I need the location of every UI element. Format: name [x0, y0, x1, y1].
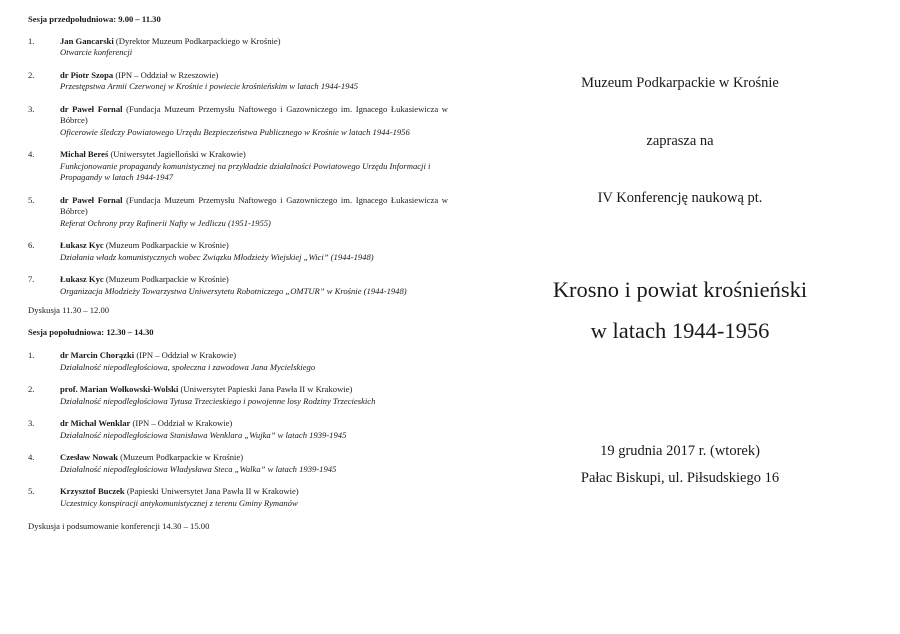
talk-title: Uczestnicy konspiracji antykomunistycznej z terenu Gminy Rymanów — [60, 497, 298, 508]
talk-number: 5. — [28, 194, 35, 205]
talk-title: Przestępstwa Armii Czerwonej w Krośnie i powiecie krośnieńskim w latach 1944-1945 — [60, 81, 359, 91]
conference-venue: Pałac Biskupi, ul. Piłsudskiego 16 — [580, 470, 780, 486]
speaker-name: Łukasz Kyc — [60, 274, 104, 284]
program-column — [28, 14, 448, 533]
talk-item — [28, 104, 448, 139]
talk-item — [28, 384, 448, 407]
talk-number: 3. — [28, 418, 35, 428]
invites-text: zaprasza na — [646, 133, 714, 149]
conference-date: 19 grudnia 2017 r. (wtorek) — [600, 443, 760, 459]
talk-item — [28, 240, 448, 263]
speaker-name: Krzysztof Buczek — [60, 486, 125, 496]
talk-item — [28, 274, 448, 297]
speaker-affiliation: (Muzeum Podkarpackie w Krośnie) — [103, 240, 229, 250]
speaker-name: dr Paweł Fornal — [60, 194, 123, 205]
speaker-affiliation: (IPN – Oddział w Rzeszowie) — [113, 69, 219, 80]
talk-title: Organizacja Młodzieży Towarzystwa Uniwersytetu Robotniczego „OMTUR” w Krośnie (1944-1948) — [60, 285, 407, 296]
talk-number: 2. — [28, 384, 35, 394]
morning-session-header: Sesja przedpołudniowa: 9.00 – 11.30 — [28, 14, 161, 24]
host-museum: Muzeum Podkarpackie w Krośnie — [581, 75, 779, 91]
speaker-name: Michał Bereś — [60, 149, 109, 159]
speaker-name: dr Marcin Chorązki — [60, 350, 135, 360]
talk-title: Działalność niepodległościowa Tytusa Trzecieskiego i powojenne losy Rodziny Trzecieskich — [60, 395, 376, 406]
talk-item — [28, 350, 448, 373]
speaker-affiliation: (Muzeum Podkarpackie w Krośnie) — [118, 452, 244, 462]
talk-item — [28, 36, 448, 59]
afternoon-session-header: Sesja popołudniowa: 12.30 – 14.30 — [28, 326, 154, 337]
talk-number: 4. — [28, 149, 35, 159]
conference-title-line1: Krosno i powiat krośnieński — [552, 277, 808, 302]
talk-item — [28, 195, 448, 230]
talk-title: Oficerowie śledczy Powiatowego Urzędu Bezpieczeństwa Publicznego w Krośnie w latach 1944-1956 — [60, 126, 410, 137]
speaker-affiliation: (Dyrektor Muzeum Podkarpackiego w Krośnie) — [113, 35, 281, 46]
talk-title: Działalność niepodległościowa, społeczna i zawodowa Jana Mycielskiego — [60, 361, 316, 372]
speaker-affiliation: (Fundacja Muzeum Przemysłu Naftowego i Gazowniczego im. Ignacego Łukasiewicza w Bóbrce) — [60, 194, 449, 216]
speaker-name: dr Paweł Fornal — [60, 103, 123, 114]
speaker-affiliation: (IPN – Oddział w Krakowie) — [134, 350, 237, 360]
speaker-affiliation: (Fundacja Muzeum Przemysłu Naftowego i Gazowniczego im. Ignacego Łukasiewicza w Bóbrce) — [60, 103, 449, 125]
speaker-name: Łukasz Kyc — [60, 240, 104, 250]
speaker-affiliation: (Muzeum Podkarpackie w Krośnie) — [103, 274, 229, 284]
conference-title-line2: w latach 1944-1956 — [590, 318, 770, 343]
talk-number: 3. — [28, 103, 35, 114]
speaker-affiliation: (IPN – Oddział w Krakowie) — [130, 418, 233, 428]
talk-number: 7. — [28, 274, 35, 284]
talk-item — [28, 418, 448, 441]
talk-number: 1. — [28, 350, 35, 360]
talk-title: Działania władz komunistycznych wobec Związku Młodzieży Wiejskiej „Wici” (1944-1948) — [60, 251, 374, 262]
talk-title: Referat Ochrony przy Rafinerii Nafty w Jedliczu (1951-1955) — [60, 217, 271, 228]
talk-title: Działalność niepodległościowa Władysława Steca „Walka” w latach 1939-1945 — [60, 463, 337, 474]
talk-item — [28, 486, 448, 509]
talk-item — [28, 452, 448, 475]
speaker-name: Jan Gancarski — [60, 35, 114, 46]
morning-talks — [28, 36, 448, 298]
afternoon-discussion: Dyskusja i podsumowanie konferencji 14.30 – 15.00 — [28, 521, 210, 531]
talk-number: 5. — [28, 486, 35, 496]
talk-item — [28, 70, 448, 93]
morning-discussion: Dyskusja 11.30 – 12.00 — [28, 305, 110, 315]
speaker-name: dr Piotr Szopa — [60, 69, 114, 80]
speaker-affiliation: (Uniwersytet Papieski Jana Pawła II w Krakowie) — [178, 384, 353, 394]
talk-title: Funkcjonowanie propagandy komunistycznej na przykładzie działalności Powiatowego Urzędu Informacji i Propagandy w latach 1944-1947 — [60, 160, 431, 182]
talk-title: Otwarcie konferencji — [60, 47, 133, 57]
speaker-name: dr Michał Wenklar — [60, 418, 131, 428]
talk-item — [28, 149, 448, 184]
conference-label: IV Konferencję naukową pt. — [597, 190, 763, 206]
speaker-affiliation: (Papieski Uniwersytet Jana Pawła II w Krakowie) — [124, 486, 299, 496]
afternoon-talks — [28, 350, 448, 509]
talk-number: 4. — [28, 452, 35, 462]
speaker-affiliation: (Uniwersytet Jagielloński w Krakowie) — [108, 149, 246, 159]
talk-number: 6. — [28, 240, 35, 250]
talk-number: 2. — [28, 69, 35, 80]
talk-title: Działalność niepodległościowa Stanisława Wenklara „Wujka” w latach 1939-1945 — [60, 429, 347, 440]
speaker-name: Czesław Nowak — [60, 452, 119, 462]
talk-number: 1. — [28, 35, 35, 46]
speaker-name: prof. Marian Wołkowski-Wolski — [60, 384, 179, 394]
